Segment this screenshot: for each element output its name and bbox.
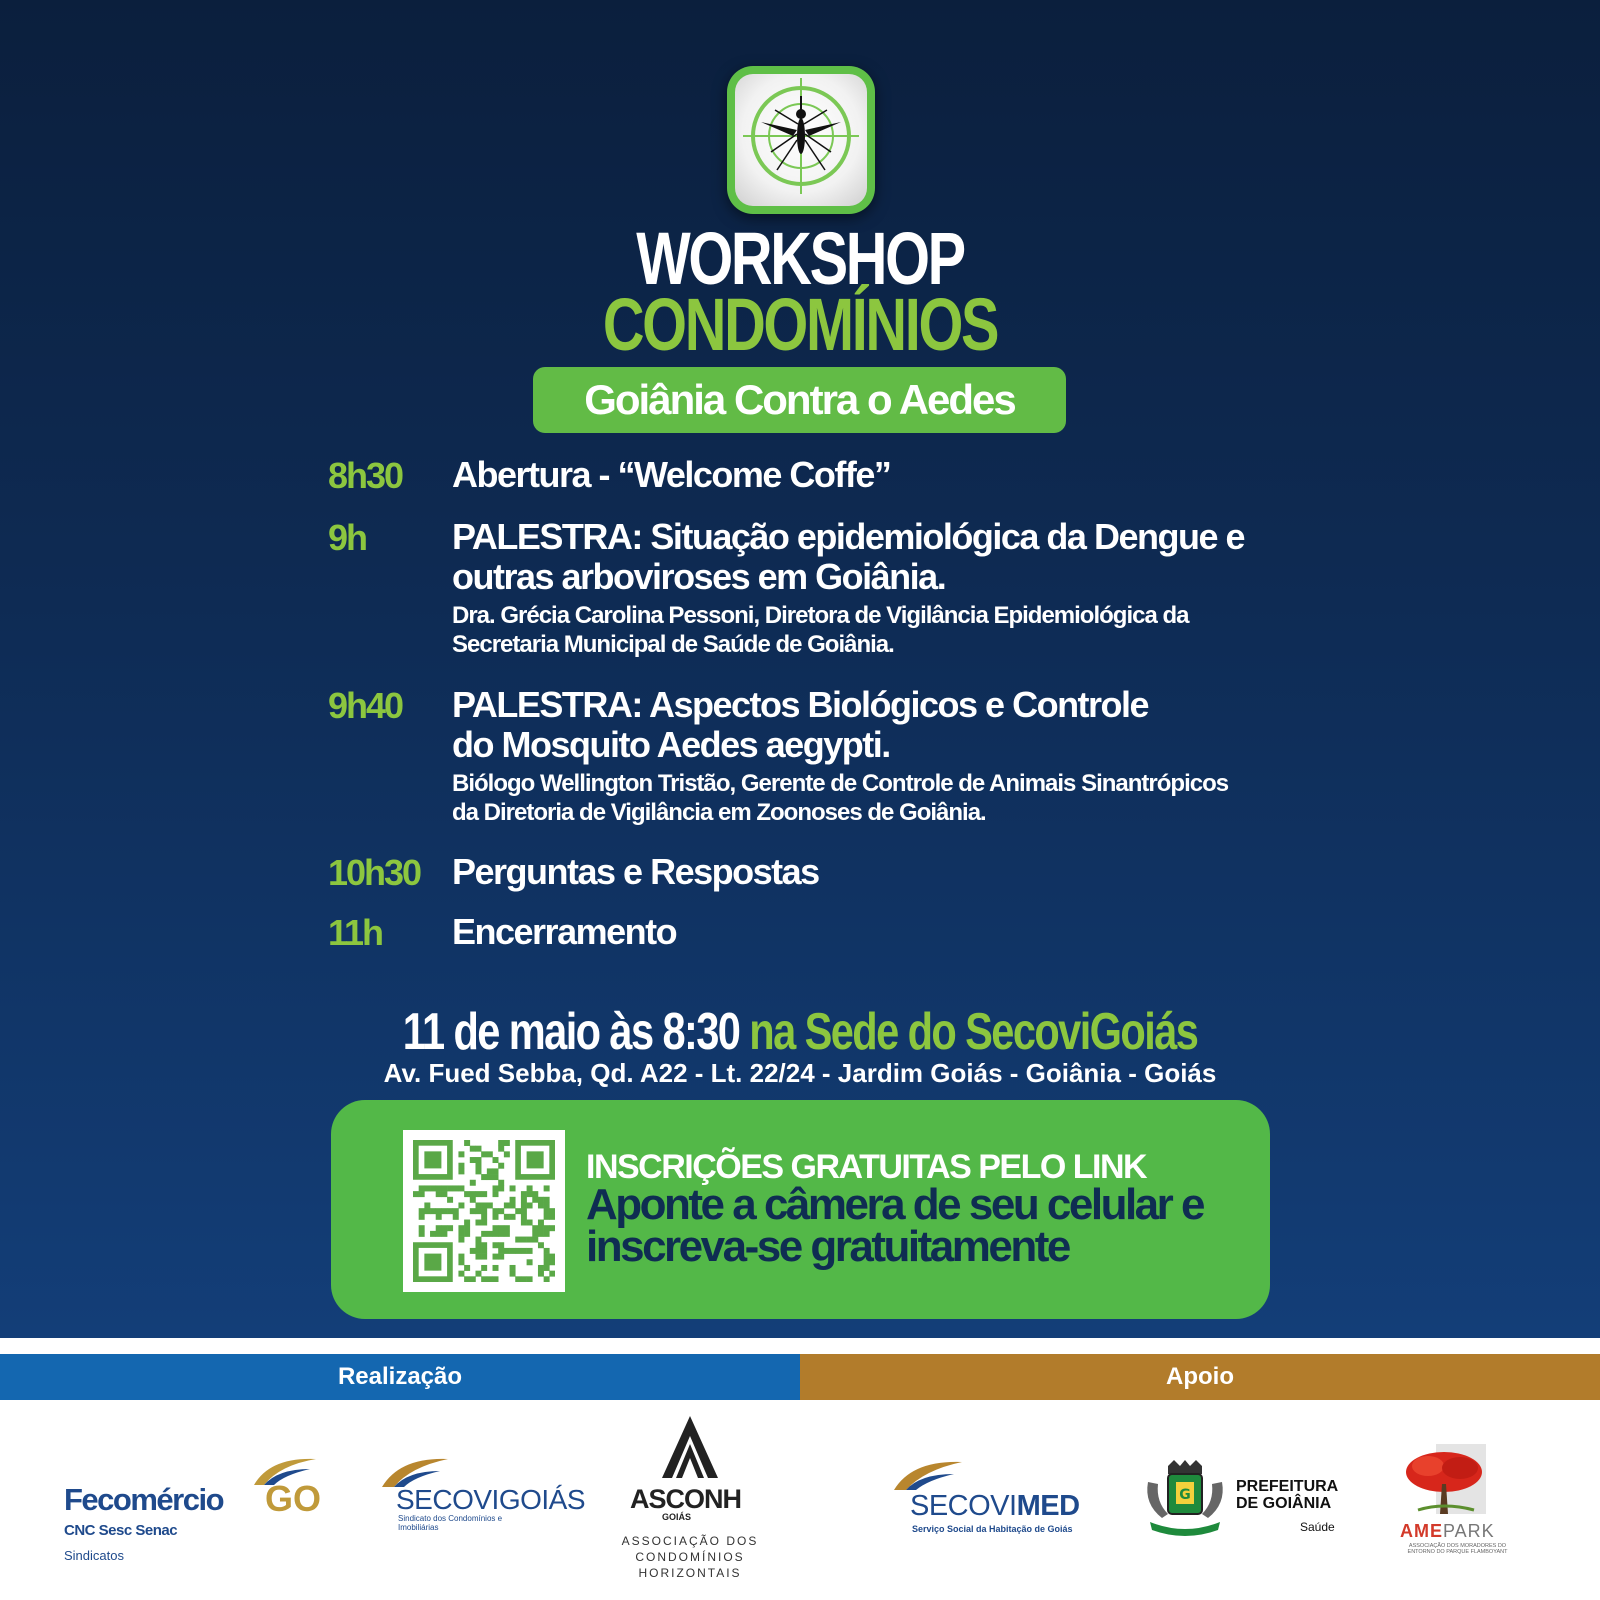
prefeitura-coat-of-arms-icon bbox=[1140, 1460, 1230, 1538]
secovimed-name-a: SECOVI bbox=[910, 1490, 1017, 1522]
schedule-time: 11h bbox=[328, 912, 383, 953]
prefeitura-logo-sub: Saúde bbox=[1300, 1520, 1335, 1534]
fecomercio-logo-name: Fecomércio bbox=[64, 1482, 224, 1517]
svg-text:G: G bbox=[1179, 1487, 1191, 1503]
secovimed-name-b: MED bbox=[1016, 1490, 1080, 1522]
secovimed-swoosh-icon bbox=[890, 1458, 966, 1494]
qr-code-graphic bbox=[413, 1140, 555, 1282]
fecomercio-logo-go: GO bbox=[265, 1478, 322, 1519]
schedule-event: Abertura - “Welcome Coffe” bbox=[452, 454, 891, 495]
secovigoias-logo-sub: Sindicato dos Condomínios e Imobiliárias bbox=[398, 1514, 503, 1532]
schedule-time: 9h40 bbox=[328, 685, 403, 726]
realizacao-bar bbox=[0, 1354, 800, 1400]
amepark-logo-name bbox=[1400, 1521, 1495, 1542]
amepark-name-a: AME bbox=[1400, 1521, 1443, 1541]
schedule-event: PALESTRA: Situação epidemiológica da Dengue e outras arboviroses em Goiânia. bbox=[452, 516, 1244, 597]
subtitle-text: Goiânia Contra o Aedes bbox=[584, 376, 1015, 423]
fecomercio-logo-sub: CNC Sesc Senac bbox=[64, 1522, 178, 1539]
event-date-time: 11 de maio às 8:30 bbox=[402, 1003, 740, 1061]
schedule-event: Perguntas e Respostas bbox=[452, 851, 819, 892]
amepark-name-b: PARK bbox=[1443, 1521, 1495, 1541]
amepark-tree-icon bbox=[1404, 1444, 1488, 1520]
secovigoias-name-b: GOIÁS bbox=[498, 1484, 586, 1515]
asconh-triangle-icon bbox=[660, 1414, 720, 1480]
schedule-speaker: Dra. Grécia Carolina Pessoni, Diretora de Vigilância Epidemiológica da Secretaria Municipal de Saúde de Goiânia. bbox=[452, 602, 1189, 658]
registration-instruction: Aponte a câmera de seu celular e inscreva-se gratuitamente bbox=[586, 1180, 1203, 1271]
prefeitura-logo-name: PREFEITURA DE GOIÂNIA bbox=[1236, 1478, 1338, 1512]
fecomercio-logo-sindicatos: Sindicatos bbox=[64, 1548, 124, 1563]
qr-code[interactable] bbox=[403, 1130, 565, 1292]
secovigoias-name-a: SECOVI bbox=[396, 1484, 499, 1515]
schedule-time: 10h30 bbox=[328, 852, 421, 893]
schedule-time: 8h30 bbox=[328, 455, 403, 496]
registration-banner[interactable] bbox=[331, 1100, 1270, 1319]
asconh-logo-sub: ASSOCIAÇÃO DOS CONDOMÍNIOS HORIZONTAIS bbox=[621, 1534, 759, 1580]
asconh-logo-state: GOIÁS bbox=[662, 1512, 692, 1522]
mosquito-icon bbox=[735, 74, 867, 206]
title-workshop: WORKSHOP bbox=[636, 217, 964, 300]
mosquito-target-logo bbox=[727, 66, 875, 214]
event-address: Av. Fued Sebba, Qd. A22 - Lt. 22/24 - Jardim Goiás - Goiânia - Goiás bbox=[383, 1058, 1217, 1088]
registration-heading: INSCRIÇÕES GRATUITAS PELO LINK bbox=[586, 1148, 1147, 1186]
schedule-event: PALESTRA: Aspectos Biológicos e Controle do Mosquito Aedes aegypti. bbox=[452, 684, 1149, 765]
amepark-logo-sub: ASSOCIAÇÃO DOS MORADORES DO ENTORNO DO PARQUE FLAMBOYANT bbox=[1407, 1543, 1508, 1555]
schedule-event: Encerramento bbox=[452, 911, 677, 952]
logo-inner bbox=[735, 74, 867, 206]
schedule-speaker: Biólogo Wellington Tristão, Gerente de Controle de Animais Sinantrópicos da Diretoria de Vigilância em Zoonoses de Goiânia. bbox=[452, 770, 1229, 826]
title-condominios: CONDOMÍNIOS bbox=[602, 283, 998, 366]
secovimed-logo-name bbox=[910, 1490, 1080, 1523]
subtitle-pill bbox=[533, 367, 1066, 433]
event-venue: na Sede do SecoviGoiás bbox=[749, 1003, 1198, 1061]
apoio-label: Apoio bbox=[1166, 1363, 1234, 1390]
asconh-logo-name: ASCONH bbox=[630, 1484, 742, 1514]
secovimed-logo-sub: Serviço Social da Habitação de Goiás bbox=[912, 1524, 1073, 1534]
secovigoias-logo-name bbox=[396, 1484, 585, 1516]
schedule-time: 9h bbox=[328, 517, 367, 558]
realizacao-label: Realização bbox=[337, 1363, 463, 1390]
event-date-line bbox=[160, 1002, 1440, 1062]
apoio-bar bbox=[800, 1354, 1600, 1400]
